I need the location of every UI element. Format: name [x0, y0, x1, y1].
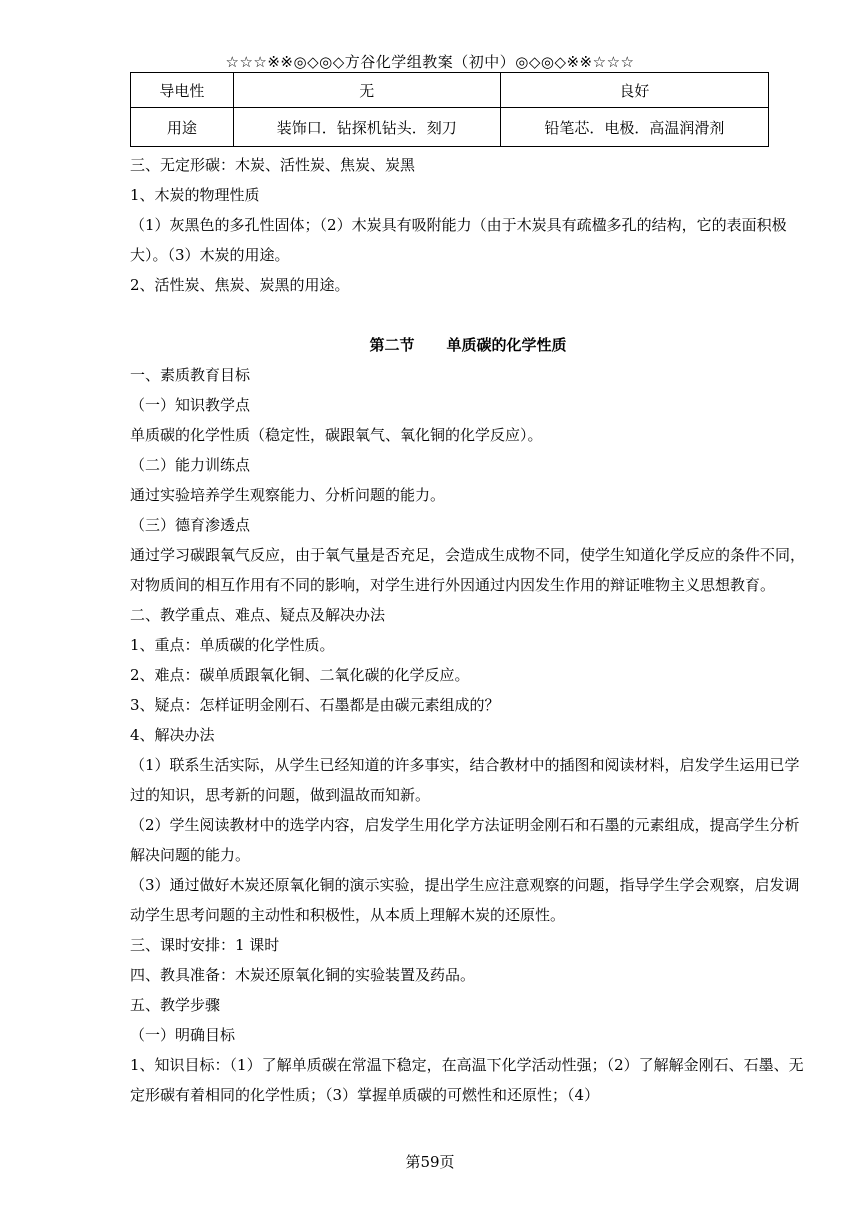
table-cell: 铅笔芯．电极．高温润滑剂	[500, 108, 768, 147]
paragraph: 3、疑点：怎样证明金刚石、石墨都是由碳元素组成的？	[130, 696, 500, 714]
paragraph: （3）通过做好木炭还原氧化铜的演示实验，提出学生应注意观察的问题，指导学生学会观察，启发调动学生思考问题的主动性和积极性，从本质上理解木炭的还原性。	[130, 876, 800, 924]
paragraph: （1）联系生活实际，从学生已经知道的许多事实，结合教材中的插图和阅读材料，启发学生运用已学过的知识，思考新的问题，做到温故而知新。	[130, 756, 800, 804]
document-body	[130, 150, 806, 1110]
subheading: 1、木炭的物理性质	[130, 186, 260, 204]
paragraph: （二）能力训练点	[130, 456, 251, 474]
paragraph: 2、难点：碳单质跟氧化铜、二氧化碳的化学反应。	[130, 666, 470, 684]
paragraph: 单质碳的化学性质（稳定性，碳跟氧气、氧化铜的化学反应）。	[130, 426, 543, 444]
paragraph: （三）德育渗透点	[130, 516, 251, 534]
paragraph: （1）灰黑色的多孔性固体；（2）木炭具有吸附能力（由于木炭具有疏楹多孔的结构，它的表面积极大）。（3）木炭的用途。	[130, 216, 787, 264]
paragraph: 通过实验培养学生观察能力、分析问题的能力。	[130, 486, 446, 504]
paragraph: 一、素质教育目标	[130, 366, 251, 384]
section-name: 单质碳的化学性质	[446, 336, 567, 354]
paragraph: 1、知识目标：（1）了解单质碳在常温下稳定，在高温下化学活动性强；（2）了解解金刚石、石墨、无定形碳有着相同的化学性质；（3）掌握单质碳的可燃性和还原性；（4）	[130, 1056, 804, 1104]
paragraph: 三、课时安排：1 课时	[130, 936, 280, 954]
table-cell: 装饰口．钻探机钻头．刻刀	[233, 108, 500, 147]
table-cell: 良好	[500, 73, 768, 108]
page-header: ☆☆☆※※◎◇◎◇方谷化学组教案（初中）◎◇◎◇※※☆☆☆	[225, 53, 635, 71]
paragraph: 通过学习碳跟氧气反应，由于氧气量是否充足，会造成生成物不同，使学生知道化学反应的条件不同，对物质间的相互作用有不同的影响，对学生进行外因通过内因发生作用的辩证唯物主义思想教育。	[130, 546, 806, 594]
paragraph: 1、重点：单质碳的化学性质。	[130, 636, 335, 654]
paragraph: 四、教具准备：木炭还原氧化铜的实验装置及药品。	[130, 966, 476, 984]
paragraph: 4、解决办法	[130, 726, 215, 744]
paragraph: 五、教学步骤	[130, 996, 221, 1014]
section-number: 第二节	[369, 336, 415, 354]
table-row	[131, 108, 769, 147]
table-cell: 无	[233, 73, 500, 108]
properties-table	[130, 72, 769, 147]
paragraph: （2）学生阅读教材中的选学内容，启发学生用化学方法证明金刚石和石墨的元素组成，提高学生分析解决问题的能力。	[130, 816, 800, 864]
paragraph: 二、教学重点、难点、疑点及解决办法	[130, 606, 386, 624]
table-cell-label: 导电性	[131, 73, 234, 108]
table-cell-label: 用途	[131, 108, 234, 147]
table-row	[131, 73, 769, 108]
section-heading: 三、无定形碳：木炭、活性炭、焦炭、炭黑	[130, 156, 416, 174]
subheading: 2、活性炭、焦炭、炭黑的用途。	[130, 276, 350, 294]
paragraph: （一）明确目标	[130, 1026, 236, 1044]
paragraph: （一）知识教学点	[130, 396, 251, 414]
section-title	[130, 330, 806, 360]
page-number: 第59页	[405, 1153, 455, 1171]
